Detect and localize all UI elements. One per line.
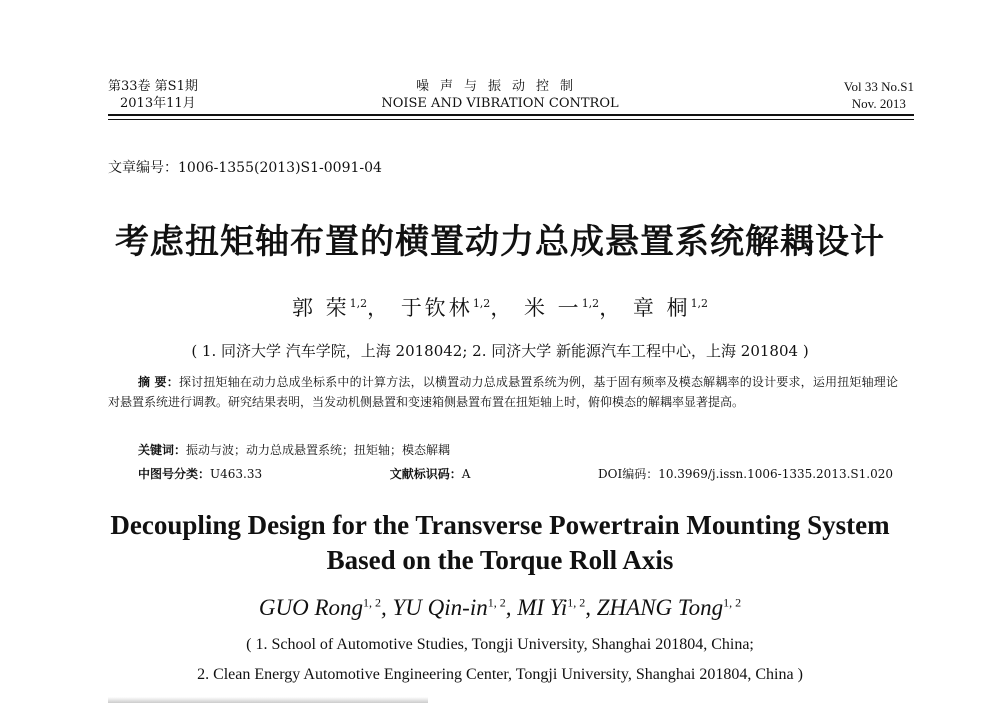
doi-value: 10.3969/j.issn.1006-1335.2013.S1.020 [658, 467, 893, 481]
author-en: MI Yi [517, 595, 568, 620]
doc-code [390, 465, 471, 482]
journal-name-cn: 噪声与振动控制 [415, 79, 584, 94]
author-sup: 1, 2 [567, 595, 586, 610]
abstract-text: 探讨扭矩轴在动力总成坐标系中的计算方法，以横置动力总成悬置系统为例，基于固有频率及模态解耦率的设计要求，运用扭矩轴理论对悬置系统进行调教。研究结果表明，当发动机侧悬置和变速箱侧悬置布置在扭矩轴上时，俯仰模态的解耦率显著提高。 [108, 375, 898, 409]
affiliation-cn: ( 1. 同济大学 汽车学院，上海 2018042; 2. 同济大学 新能源汽车工程中心，上海 201804 ) [191, 342, 809, 360]
author-sup: 1, 2 [363, 595, 382, 610]
journal-name-en: NOISE AND VIBRATION CONTROL [381, 96, 619, 111]
authors-en: GUO Rong$^{1, 2}$, YU Qin-in$^{1, 2}$, MI Yi$^{1, 2}$, ZHANG Tong$^{1, 2}$ [258, 595, 742, 620]
abstract-label: 摘 要： [138, 375, 179, 389]
classification-line [138, 465, 893, 482]
affiliation-en-2: 2. Clean Energy Automotive Engineering Center, Tongji University, Shanghai 201804, China ) [197, 666, 803, 683]
volume-en: Vol 33 No.S1 [843, 79, 914, 94]
header-rule-thin [108, 119, 914, 120]
page-cut-edge [108, 697, 428, 703]
date-en: Nov. 2013 [851, 96, 906, 111]
doc-value: A [461, 467, 471, 481]
paper-title-en-line1: Decoupling Design for the Transverse Powertrain Mounting System [110, 510, 890, 540]
author-en: ZHANG Tong [596, 595, 724, 620]
abstract-cn [108, 372, 898, 412]
keywords-label: 关键词： [138, 443, 187, 457]
paper-title-en [0, 508, 1000, 578]
article-number: 文章编号：1006-1355(2013)S1-0091-04 [108, 160, 382, 176]
affiliation-en-1: ( 1. School of Automotive Studies, Tongji University, Shanghai 201804, China; [246, 636, 754, 653]
clc-label: 中图号分类： [138, 467, 211, 481]
clc-code [138, 465, 262, 482]
author-en: GUO Rong [258, 595, 364, 620]
keywords-cn [138, 441, 450, 458]
author-cn: 章 桐 [632, 296, 691, 320]
doi-label: DOI编码： [598, 467, 659, 481]
author-sup: 1,2 [349, 297, 368, 310]
author-en: YU Qin-in [392, 595, 488, 620]
paper-title-cn: 考虑扭矩轴布置的横置动力总成悬置系统解耦设计 [115, 222, 885, 262]
author-sup: 1,2 [690, 297, 709, 310]
author-cn: 郭 荣 [291, 296, 350, 320]
keywords-text: 振动与波；动力总成悬置系统；扭矩轴；模态解耦 [186, 443, 451, 457]
author-cn: 米 一 [524, 296, 582, 320]
author-sup: 1, 2 [723, 595, 742, 610]
doi-code [598, 465, 893, 482]
authors-cn: 郭 荣$^{1,2}$， 于钦林$^{1,2}$， 米 一$^{1,2}$， 章 桐$^{1,2}$ [291, 296, 709, 320]
header-rule-thick [108, 114, 914, 116]
doc-label: 文献标识码： [389, 467, 462, 481]
date-cn: 2013年11月 [120, 96, 196, 111]
author-sup: 1, 2 [487, 595, 506, 610]
author-sup: 1,2 [472, 297, 491, 310]
paper-title-en-line2: Based on the Torque Roll Axis [326, 545, 674, 575]
header-volume-en [844, 78, 914, 112]
volume-cn: 第33卷 第S1期 [108, 79, 198, 94]
clc-value: U463.33 [210, 467, 263, 481]
author-sup: 1,2 [581, 297, 600, 310]
author-cn: 于钦林 [400, 296, 473, 320]
